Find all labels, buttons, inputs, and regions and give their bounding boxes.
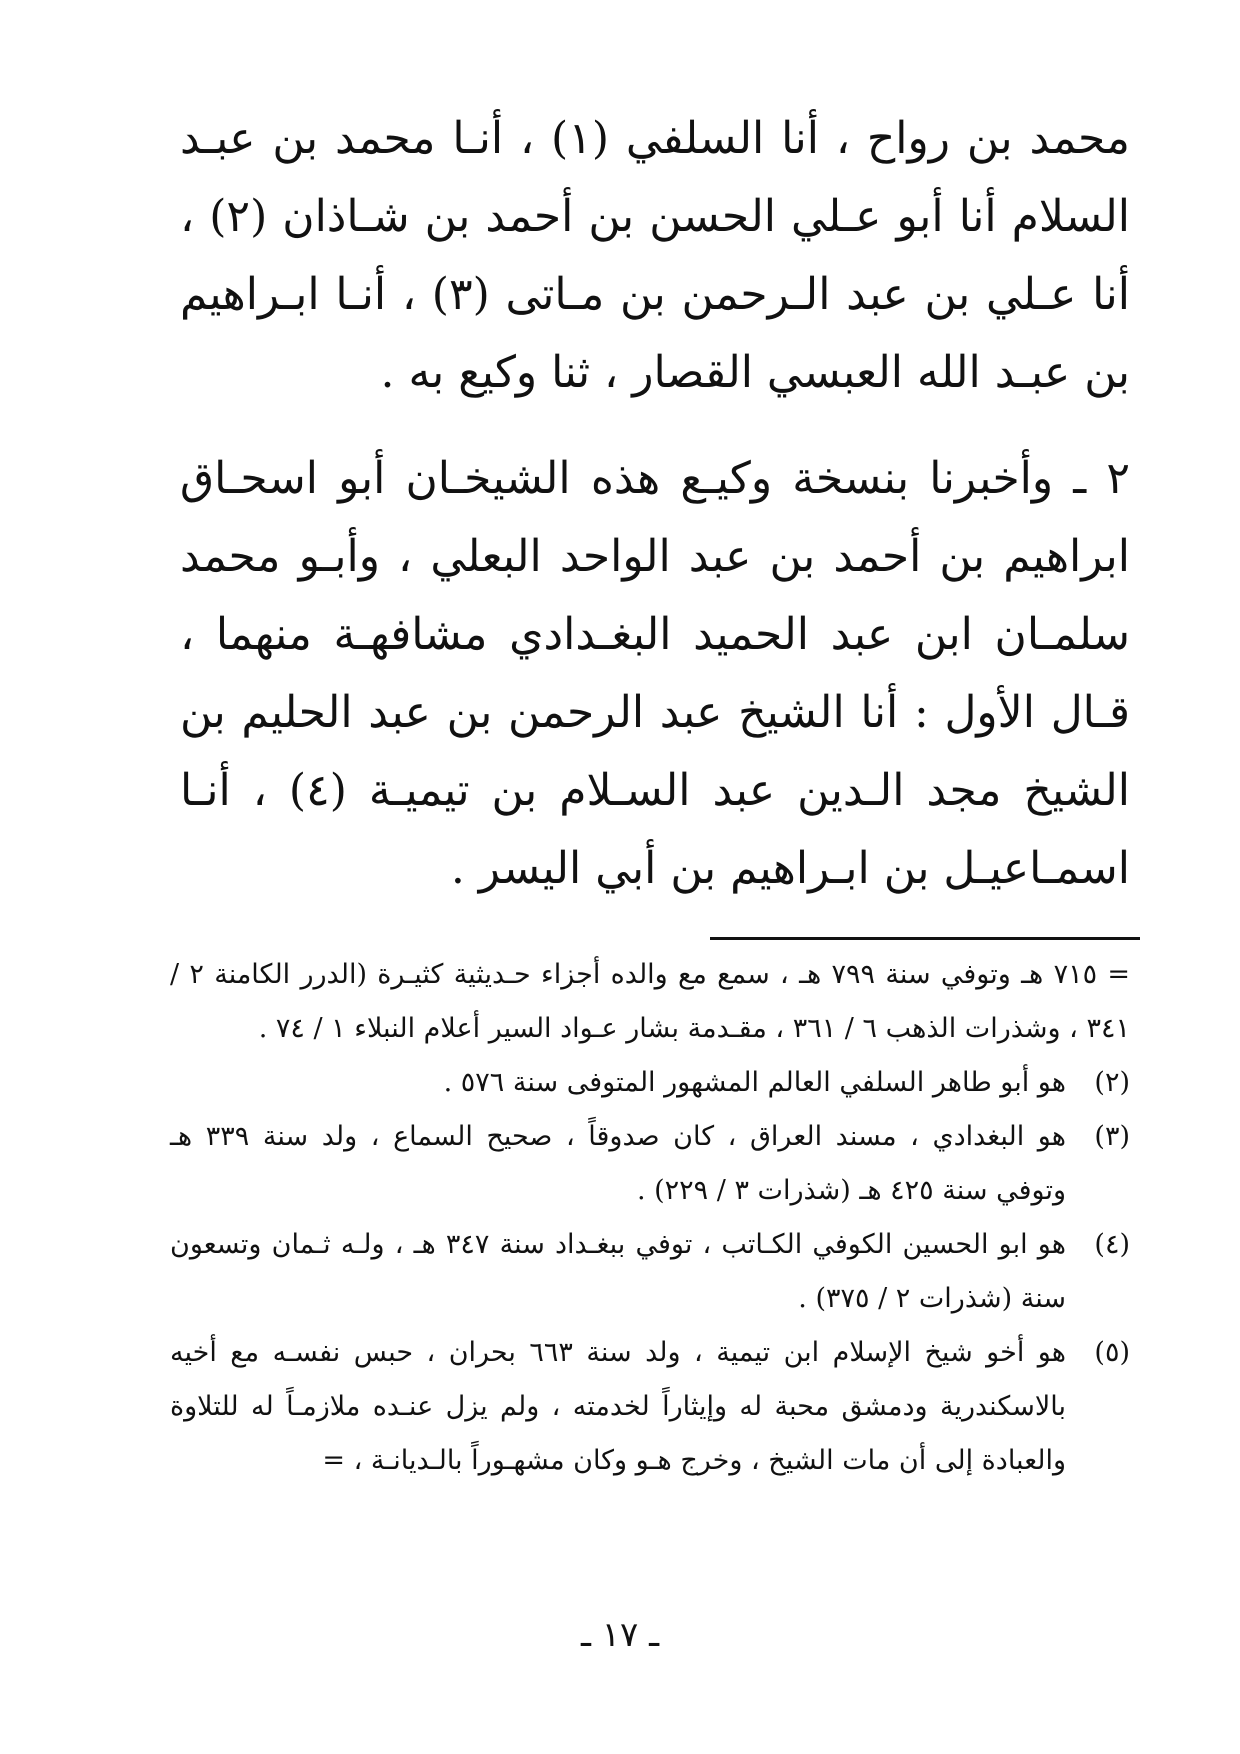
footnote-number: (٢) [1094, 1067, 1130, 1098]
footnote-separator [710, 937, 1140, 940]
footnote-continuation [170, 948, 1130, 1056]
footnote-number: (٣) [1094, 1121, 1130, 1152]
footnote-5 [170, 1326, 1130, 1488]
footnote-text: هو البغدادي ، مسند العراق ، كان صدوقاً ، صحيح السماع ، ولد سنة ٣٣٩ هـ وتوفي سنة ٤٢٥ هـ (شذرات ٣ / ٢٢٩) . [170, 1121, 1066, 1206]
footnote-4 [170, 1218, 1130, 1326]
page-number: ـ ١٧ ـ [580, 1615, 660, 1655]
footnote-text: هو أبو طاهر السلفي العالم المشهور المتوفى سنة ٥٧٦ . [443, 1067, 1066, 1098]
footnote-number: (٥) [1094, 1337, 1130, 1368]
footnote-3 [170, 1110, 1130, 1218]
footnote-text: = ٧١٥ هـ وتوفي سنة ٧٩٩ هـ ، سمع مع والده أجزاء حـديثية كثيـرة (الدرر الكامنة ٢ / ٣٤١ ، وشذرات الذهب ٦ / ٣٦١ ، مقـدمة بشار عـواد السير أعلام النبلاء ١ / ٧٤ . [170, 959, 1131, 1044]
paragraph-1: محمد بن رواح ، أنا السلفي (١) ، أنـا محمد بن عبـد السلام أنا أبو عـلي الحسن بن أحمد بن شـاذان (٢) ، أنا عـلي بن عبد الـرحمن بن مـاتى (٣) ، أنـا ابـراهيم بن عبـد الله العبسي القصار ، ثنا وكيع به . [180, 113, 1130, 398]
footnote-2 [170, 1056, 1130, 1110]
footnote-text: هو أخو شيخ الإسلام ابن تيمية ، ولد سنة ٦٦٣ بحران ، حبس نفسـه مع أخيه بالاسكندرية ودمشق محبة له وإيثاراً لخدمته ، ولم يزل عنـده ملازمـاً له للتلاوة والعبادة إلى أن مات الشيخ ، وخرج هـو وكان مشهـوراً بالـديانـة ، = [170, 1337, 1066, 1476]
footnote-text: هو ابو الحسين الكوفي الكـاتب ، توفي ببغـداد سنة ٣٤٧ هـ ، ولـه ثـمان وتسعون سنة (شذرات ٢ / ٣٧٥) . [170, 1229, 1066, 1314]
paragraph-2: ٢ ـ وأخبرنا بنسخة وكيـع هذه الشيخـان أبو اسحـاق ابراهيم بن أحمد بن عبد الواحد البعلي ، وأبـو محمد سلمـان ابن عبد الحميد البغـدادي مشافهـة منهما ، قـال الأول : أنا الشيخ عبد الرحمن بن عبد الحليم بن الشيخ مجد الـدين عبد السـلام بن تيميـة (٤) ، أنـا اسمـاعيـل بن ابـراهيم بن أبي اليسر . [180, 453, 1130, 894]
main-text [180, 100, 1130, 908]
footnotes [170, 948, 1130, 1488]
footnote-number: (٤) [1094, 1229, 1130, 1260]
